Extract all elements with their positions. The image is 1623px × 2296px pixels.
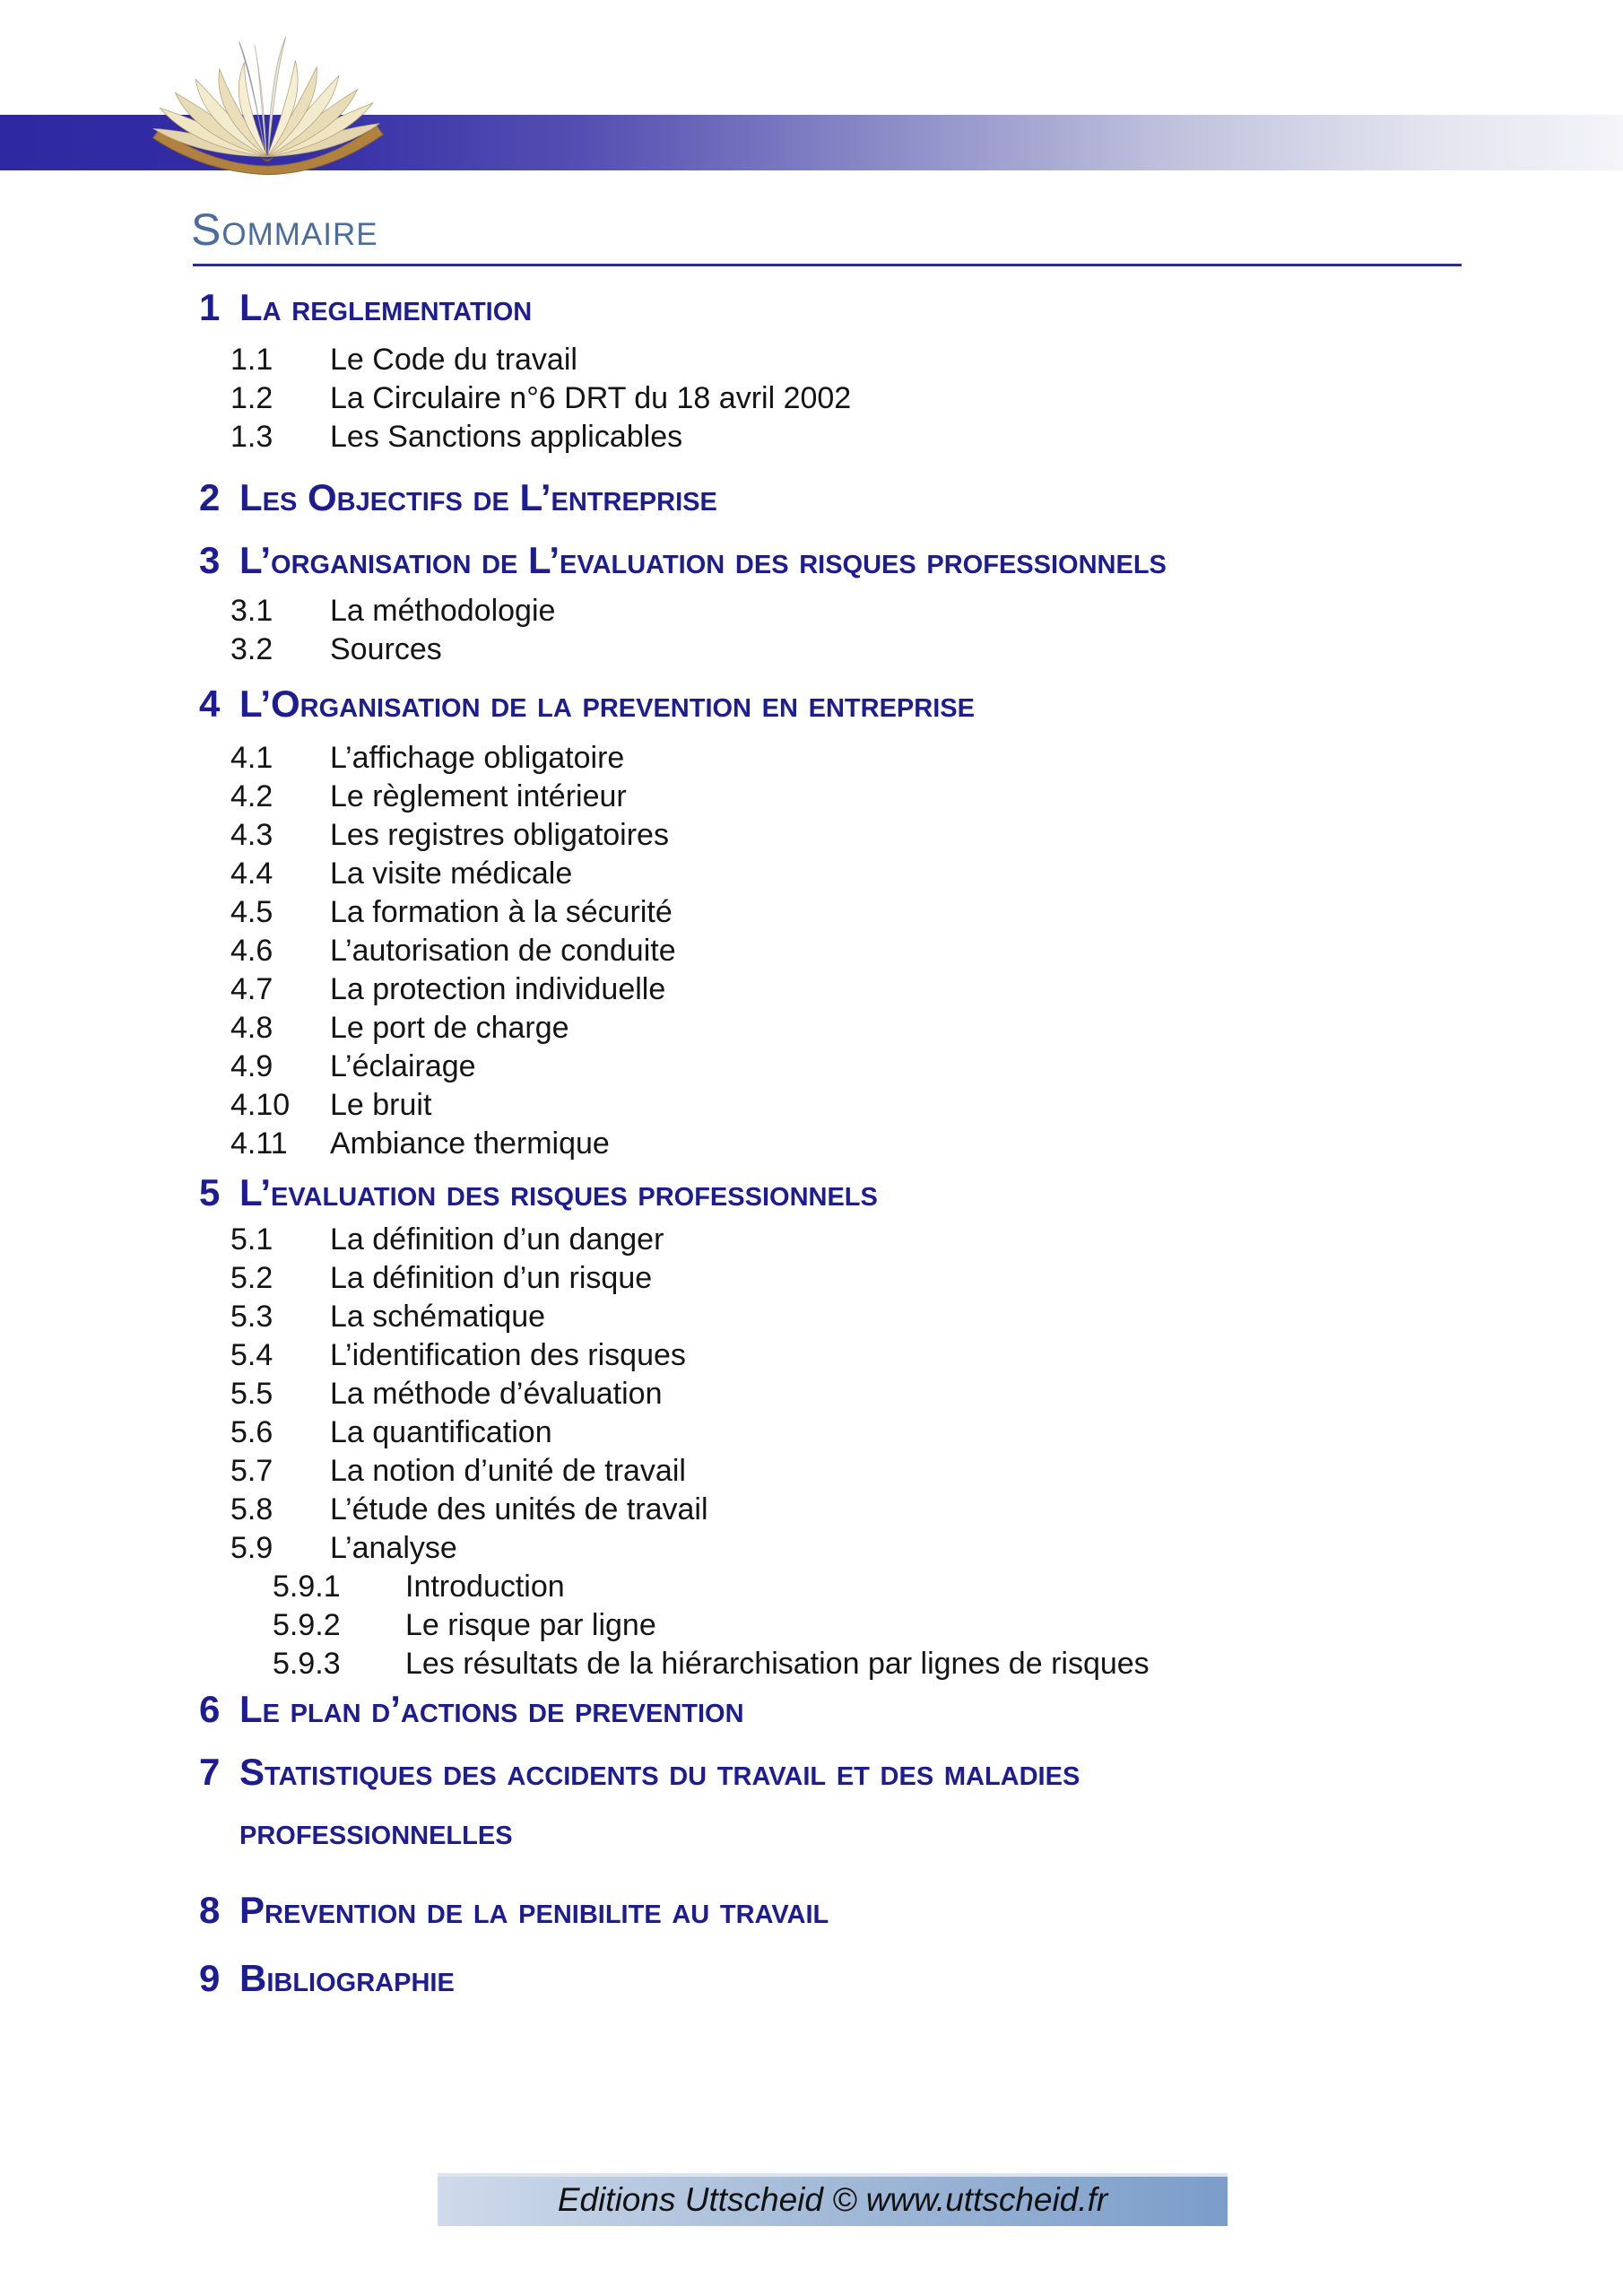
toc-subsubsection — [0, 1568, 1623, 1606]
toc-number: 4.3 — [230, 818, 273, 852]
toc-number: 1.1 — [230, 343, 273, 377]
toc-title: La formation à la sécurité — [330, 895, 673, 929]
toc-subsection — [0, 1413, 1623, 1452]
toc-subsection — [0, 1048, 1623, 1086]
toc-title: Le risque par ligne — [405, 1608, 656, 1642]
toc-title: Le bruit — [330, 1088, 432, 1122]
toc-number: 5.9.3 — [273, 1647, 341, 1681]
toc-subsection — [0, 1452, 1623, 1491]
toc-title: Le règlement intérieur — [330, 779, 627, 813]
toc-subsection — [0, 932, 1623, 970]
toc-number: 4 — [199, 683, 221, 725]
toc-section — [0, 1956, 1623, 2001]
toc-number: 7 — [199, 1751, 221, 1793]
toc-number: 5.4 — [230, 1338, 273, 1372]
toc-title: L’autorisation de conduite — [330, 934, 676, 968]
toc-number: 1 — [199, 286, 221, 328]
toc-subsection — [0, 1298, 1623, 1336]
toc-title: La quantification — [330, 1415, 552, 1449]
toc-number: 5.3 — [230, 1300, 273, 1334]
toc-subsection — [0, 1259, 1623, 1298]
footer-text: Editions Uttscheid © www.uttscheid.fr — [557, 2181, 1108, 2218]
toc-number: 3 — [199, 539, 221, 581]
toc-number: 4.5 — [230, 895, 273, 929]
toc-subsection — [0, 631, 1623, 669]
toc-number: 4.10 — [230, 1088, 291, 1122]
toc-number: 4.1 — [230, 741, 273, 775]
toc-number: 5.9 — [230, 1531, 273, 1565]
toc-number: 4.8 — [230, 1011, 273, 1045]
toc-title: La Circulaire n°6 DRT du 18 avril 2002 — [330, 381, 852, 415]
toc-title: L’étude des unités de travail — [330, 1492, 708, 1526]
toc-title: Bibliographie — [239, 1957, 455, 1999]
toc-number: 5.7 — [230, 1454, 273, 1488]
toc-number: 9 — [199, 1957, 221, 1999]
table-of-contents — [0, 285, 1623, 2001]
toc-subsection — [0, 1375, 1623, 1413]
toc-number: 5.9.1 — [273, 1570, 341, 1604]
toc-number: 1.3 — [230, 420, 273, 454]
toc-title: La visite médicale — [330, 857, 573, 891]
toc-number: 1.2 — [230, 381, 273, 415]
toc-title: Les Sanctions applicables — [330, 420, 683, 454]
toc-title: professionnelles — [239, 1810, 513, 1852]
title-rule — [193, 264, 1462, 266]
footer-bar — [438, 2173, 1228, 2226]
toc-subsection — [0, 1529, 1623, 1568]
toc-title: Introduction — [405, 1570, 565, 1604]
toc-subsection — [0, 970, 1623, 1009]
toc-title: Ambiance thermique — [330, 1126, 610, 1161]
toc-number: 4.6 — [230, 934, 273, 968]
toc-section — [0, 1170, 1623, 1215]
toc-title: L’éclairage — [330, 1049, 476, 1083]
toc-title: L’evaluation des risques professionnels — [239, 1171, 878, 1213]
toc-title: Les résultats de la hiérarchisation par lignes de risques — [405, 1647, 1150, 1681]
toc-subsection — [0, 1336, 1623, 1375]
toc-subsection — [0, 1491, 1623, 1529]
toc-section — [0, 1750, 1623, 1795]
toc-subsection — [0, 1221, 1623, 1259]
toc-number: 4.7 — [230, 972, 273, 1006]
toc-number: 5.2 — [230, 1261, 273, 1295]
toc-title: Le plan d’actions de prevention — [239, 1688, 744, 1730]
toc-number: 4.4 — [230, 857, 273, 891]
toc-number: 6 — [199, 1688, 221, 1730]
toc-subsection — [0, 341, 1623, 379]
toc-number: 3.2 — [230, 632, 273, 666]
toc-subsection — [0, 893, 1623, 932]
toc-number: 4.2 — [230, 779, 273, 813]
toc-title: La notion d’unité de travail — [330, 1454, 686, 1488]
toc-title: Sources — [330, 632, 442, 666]
toc-subsection — [0, 418, 1623, 457]
toc-subsection — [0, 1125, 1623, 1163]
toc-number: 5.5 — [230, 1377, 273, 1411]
toc-title: La méthodologie — [330, 594, 556, 628]
toc-number: 5.9.2 — [273, 1608, 341, 1642]
toc-number: 5.6 — [230, 1415, 273, 1449]
toc-subsection — [0, 855, 1623, 893]
toc-section — [0, 682, 1623, 726]
toc-subsection — [0, 379, 1623, 418]
toc-number: 2 — [199, 476, 221, 518]
toc-subsection — [0, 778, 1623, 816]
toc-number: 4.11 — [230, 1126, 288, 1161]
toc-title: Le Code du travail — [330, 343, 577, 377]
toc-section — [0, 475, 1623, 520]
toc-title: L’organisation de L’evaluation des risques professionnels — [239, 539, 1167, 581]
open-book-icon — [131, 16, 404, 185]
toc-title: La reglementation — [239, 286, 533, 328]
toc-subsubsection — [0, 1606, 1623, 1645]
toc-title: L’Organisation de la prevention en entreprise — [239, 683, 975, 725]
toc-title: L’identification des risques — [330, 1338, 686, 1372]
toc-title: La définition d’un danger — [330, 1222, 664, 1257]
page-title: Sommaire — [191, 204, 378, 255]
toc-subsection — [0, 816, 1623, 855]
toc-number: 5.1 — [230, 1222, 273, 1257]
toc-subsection — [0, 739, 1623, 778]
toc-subsection — [0, 592, 1623, 631]
toc-title: Les registres obligatoires — [330, 818, 669, 852]
toc-title: La méthode d’évaluation — [330, 1377, 663, 1411]
toc-title: Statistiques des accidents du travail et des maladies — [239, 1751, 1081, 1793]
toc-title: Le port de charge — [330, 1011, 569, 1045]
toc-section — [0, 1888, 1623, 1933]
toc-subsection — [0, 1009, 1623, 1048]
toc-subsection — [0, 1086, 1623, 1125]
toc-title: Prevention de la penibilite au travail — [239, 1889, 829, 1931]
toc-section — [0, 538, 1623, 583]
toc-section — [0, 1687, 1623, 1732]
toc-number: 3.1 — [230, 594, 273, 628]
toc-number: 5.8 — [230, 1492, 273, 1526]
toc-title: L’analyse — [330, 1531, 457, 1565]
toc-number: 5 — [199, 1171, 221, 1213]
toc-section-continuation — [0, 1809, 1623, 1854]
toc-subsubsection — [0, 1645, 1623, 1683]
toc-section — [0, 285, 1623, 330]
toc-title: La définition d’un risque — [330, 1261, 653, 1295]
toc-number: 4.9 — [230, 1049, 273, 1083]
toc-title: L’affichage obligatoire — [330, 741, 625, 775]
toc-title: Les Objectifs de L’entreprise — [239, 476, 717, 518]
toc-title: La schématique — [330, 1300, 546, 1334]
toc-number: 8 — [199, 1889, 221, 1931]
toc-title: La protection individuelle — [330, 972, 666, 1006]
